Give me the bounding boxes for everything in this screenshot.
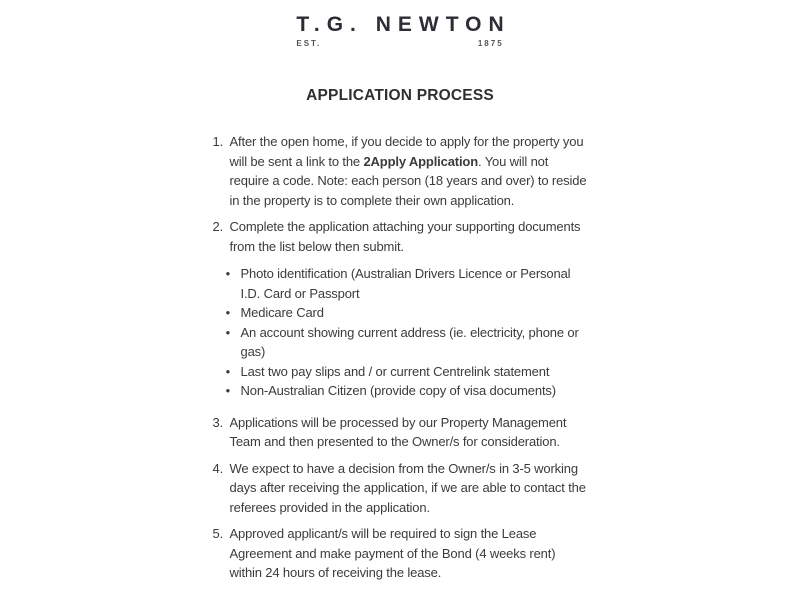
document-list-item	[226, 381, 588, 401]
document-item-text: Photo identification (Australian Drivers Licence or Personal I.D. Card or Passport	[240, 266, 571, 301]
est-year: 1875	[477, 39, 504, 48]
document-list-item	[226, 264, 588, 303]
step-1	[213, 132, 588, 210]
step-1-text	[230, 132, 588, 210]
bullet-icon: ●	[225, 366, 231, 376]
step-3-number: 3.	[212, 414, 224, 430]
document-list	[213, 264, 588, 401]
est-label: EST.	[296, 39, 322, 48]
document-item-text: Medicare Card	[240, 305, 324, 320]
logo	[296, 13, 511, 48]
document-item-text: Last two pay slips and / or current Centrelink statement	[240, 363, 550, 379]
step-5-text: Approved applicant/s will be required to sign the Lease Agreement and make payment of the Bond (4 weeks rent) within 24 hours of receiving the lease.	[229, 526, 556, 580]
step-2	[213, 217, 588, 256]
application-steps	[213, 132, 588, 583]
bullet-icon: ●	[225, 269, 231, 278]
document-list-item	[226, 323, 588, 362]
document-item-text: An account showing current address (ie. electricity, phone or gas)	[240, 324, 579, 359]
step-2-number: 2.	[212, 219, 224, 234]
letterhead	[0, 0, 800, 51]
bullet-icon: ●	[225, 327, 231, 337]
document-list-item	[226, 362, 588, 382]
step-3-text: Applications will be processed by our Property Management Team and then presented to the Owner/s for consideration.	[229, 414, 567, 449]
step-5	[213, 524, 588, 583]
step-3	[213, 413, 588, 452]
step-1-text-post: . You will not require a code. Note: each person (18 years and over) to reside in the property is to complete their own application.	[229, 153, 587, 208]
step-1-text-pre: After the open home, if you decide to apply for the property you will be sent a link to the	[229, 134, 584, 169]
page-title: APPLICATION PROCESS	[306, 87, 494, 104]
bullet-icon: ●	[225, 386, 231, 395]
established-row	[296, 39, 503, 48]
bullet-icon: ●	[225, 308, 231, 317]
step-2-text: Complete the application attaching your supporting documents from the list below then submit.	[229, 219, 581, 254]
step-4-text: We expect to have a decision from the Owner/s in 3-5 working days after receiving the application, if we are able to contact the referees provided in the application.	[229, 460, 586, 515]
step-5-number: 5.	[212, 526, 224, 541]
step-1-number: 1.	[212, 134, 224, 149]
step-4-number: 4.	[212, 460, 224, 476]
company-name: T.G. NEWTON	[296, 13, 511, 36]
step-1-text-bold: 2Apply Application	[363, 153, 479, 169]
document-item-text: Non-Australian Citizen (provide copy of visa documents)	[240, 383, 556, 398]
document-list-item	[226, 303, 588, 323]
step-4	[213, 459, 588, 518]
